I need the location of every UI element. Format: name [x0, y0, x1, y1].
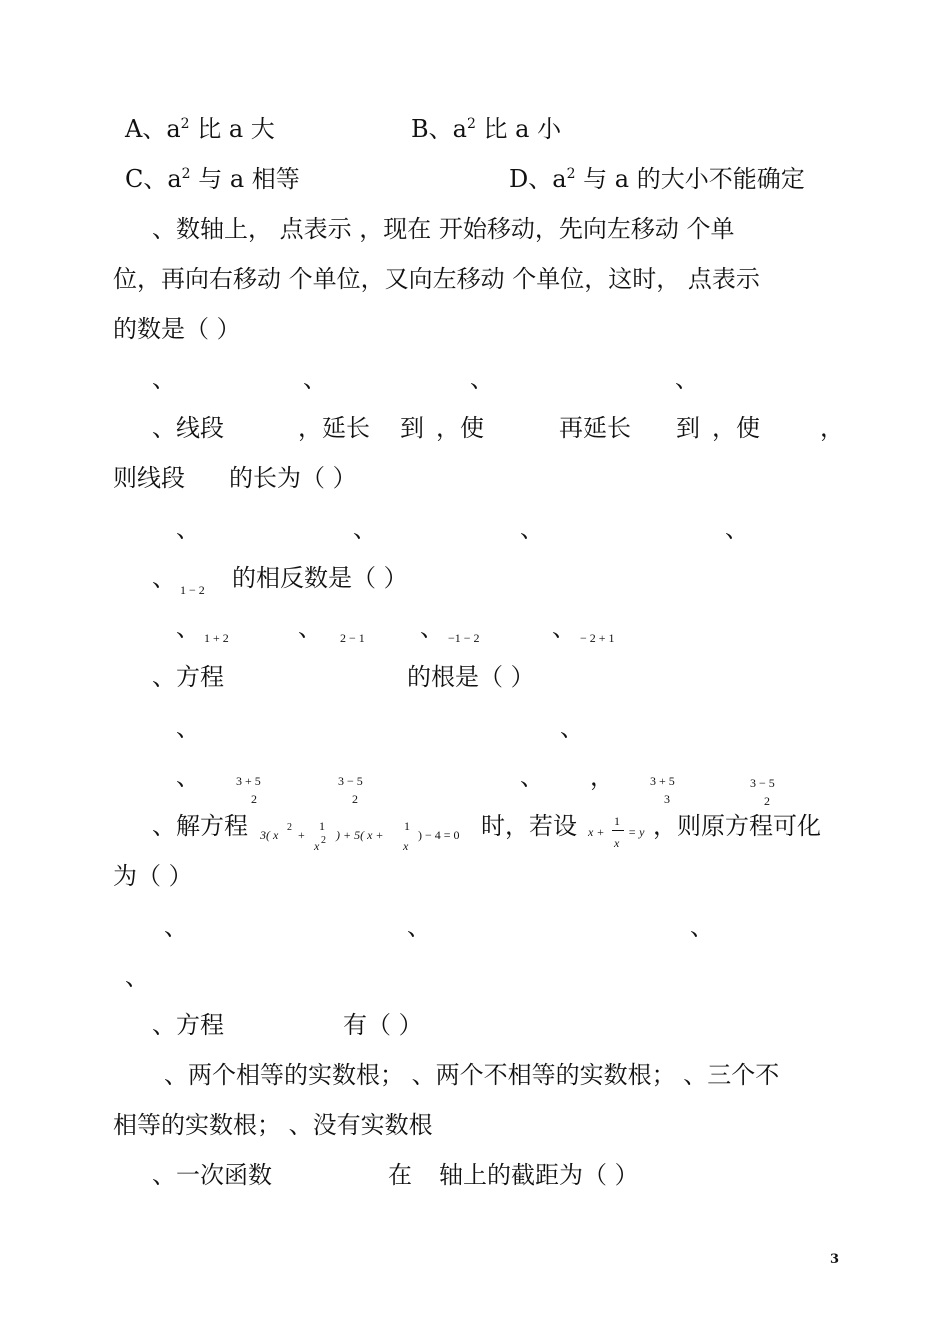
question-equation2-options-line2: 相等的实数根； 、没有实数根 [113, 1111, 433, 1139]
fraction-numerator: 3 − 5 [338, 774, 363, 788]
question-equation2-start: 、方程 [152, 1011, 224, 1039]
page-number: 3 [830, 1252, 840, 1267]
question-equation2-rest: 有（ ） [343, 1011, 423, 1039]
solve-expression-part: 3( x [260, 828, 279, 842]
question-segment-part: ，延长 [298, 414, 370, 442]
question-segment-part: ， [820, 414, 844, 442]
question-number-line-line2: 位，再向右移动 个单位，又向左移动 个单位，这时， 点表示 [113, 265, 760, 293]
fraction-denominator: 2 [352, 792, 358, 806]
question-segment-part: 再延长 [559, 414, 631, 442]
question-segment-line2: 则线段 [113, 464, 185, 492]
question-solve-end: ，则原方程可化 [653, 812, 821, 840]
segment-option-mark: 、 [520, 515, 544, 543]
opposite-option-expression: 2 − 1 [340, 631, 365, 645]
question-solve-start: 、解方程 [152, 812, 248, 840]
substitution-fraction-bar [612, 830, 624, 831]
opposite-option-mark: 、 [420, 614, 444, 642]
opposite-option-mark: 、 [298, 614, 322, 642]
question-segment-part: 到 [676, 414, 700, 442]
solve-expression-part: ) − 4 = 0 [418, 828, 460, 842]
question-segment-part: ，使 [436, 414, 484, 442]
question-opposite-mark: 、 [152, 564, 176, 592]
question-solve-line2: 为（ ） [113, 862, 193, 890]
substitution-part: x + [588, 825, 605, 839]
segment-option-mark: 、 [353, 515, 377, 543]
equation-option-mark: 、 [176, 714, 200, 742]
question-linear-middle: 在 [388, 1161, 412, 1189]
solve-option-mark: 、 [125, 963, 149, 991]
question-number-line-line1: 、数轴上， 点表示 ，现在 开始移动，先向左移动 个单 [152, 215, 735, 243]
solve-option-mark: 、 [690, 913, 714, 941]
solve-fraction-numerator: 1 [319, 819, 325, 833]
option-a: A、$a^2$ 比 a 大 [125, 115, 275, 143]
opposite-option-expression: −1 − 2 [448, 631, 480, 645]
solve-fraction-denominator-exponent: 2 [321, 835, 326, 846]
equation-option-mark: 、 [560, 714, 584, 742]
solve-option-mark: 、 [164, 913, 188, 941]
option-b: B、$a^2$ 比 a 小 [411, 115, 562, 143]
substitution-denominator: x [614, 836, 620, 850]
equation-option-mark: 、 [176, 763, 200, 791]
question-number-line-line3: 的数是（ ） [113, 315, 241, 343]
solve-fraction-denominator: x [314, 839, 320, 853]
opposite-option-mark: 、 [552, 614, 576, 642]
fraction-denominator: 2 [764, 794, 770, 808]
segment-option-mark: 、 [725, 515, 749, 543]
numline-option-mark: 、 [303, 365, 327, 393]
question-equation-start: 、方程 [152, 663, 224, 691]
opposite-option-expression: − 2 + 1 [580, 631, 615, 645]
fraction-denominator: 3 [664, 792, 670, 806]
question-opposite-text: 的相反数是（ ） [232, 564, 408, 592]
question-segment-start: 、线段 [152, 414, 224, 442]
question-solve-middle: 时，若设 [481, 812, 577, 840]
opposite-option-expression: 1 + 2 [204, 631, 229, 645]
option-c: C、$a^2$ 与 a 相等 [125, 165, 300, 193]
equation-option-mark: 、 [520, 763, 544, 791]
numline-option-mark: 、 [470, 365, 494, 393]
question-linear-start: 、一次函数 [152, 1161, 272, 1189]
segment-option-mark: 、 [176, 515, 200, 543]
question-equation-rest: 的根是（ ） [407, 663, 535, 691]
substitution-numerator: 1 [614, 814, 620, 828]
question-segment-part: 到 [400, 414, 424, 442]
solve-expression-part: ) + 5( x + [336, 828, 384, 842]
question-segment-line2-rest: 的长为（ ） [229, 464, 357, 492]
solve-fraction-denominator: x [403, 839, 409, 853]
solve-option-mark: 、 [407, 913, 431, 941]
question-linear-end: 轴上的截距为（ ） [439, 1161, 639, 1189]
numline-option-mark: 、 [152, 365, 176, 393]
equation-option-comma: ， [590, 763, 614, 791]
substitution-part: = y [628, 825, 645, 839]
question-segment-part: ，使 [712, 414, 760, 442]
opposite-option-mark: 、 [176, 614, 200, 642]
solve-expression-part: + [298, 828, 305, 842]
fraction-numerator: 3 + 5 [236, 774, 261, 788]
question-opposite-expression: 1 − 2 [180, 583, 205, 597]
numline-option-mark: 、 [675, 365, 699, 393]
option-d: D、$a^2$ 与 a 的大小不能确定 [509, 165, 805, 193]
fraction-numerator: 3 − 5 [750, 776, 775, 790]
fraction-denominator: 2 [251, 792, 257, 806]
fraction-numerator: 3 + 5 [650, 774, 675, 788]
question-equation2-options-line1: 、两个相等的实数根； 、两个不相等的实数根； 、三个不 [164, 1061, 780, 1089]
solve-expression-exponent: 2 [287, 822, 292, 833]
solve-fraction-numerator: 1 [404, 819, 410, 833]
